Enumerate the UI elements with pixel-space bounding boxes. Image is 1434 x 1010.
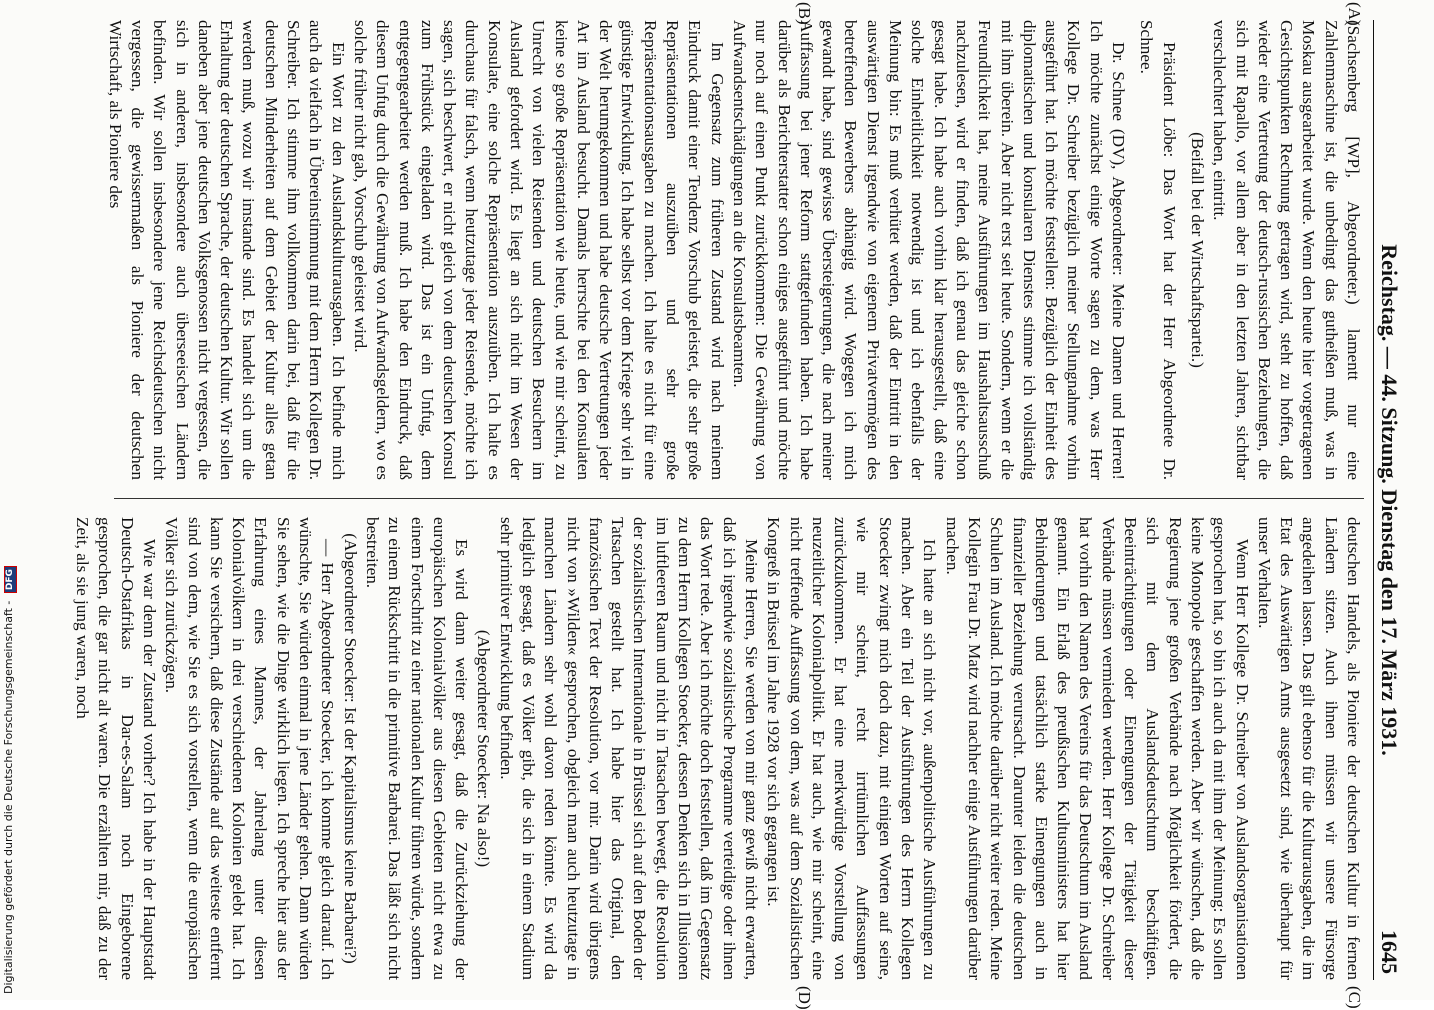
paragraph: (Sachsenberg [WP], Abgeordneter.) lamentt nur eine Zahlenmaschine ist, die unbedingt das gutheißen muß, was in Moskau ausgearbeitet wurde. Wenn den heute hier vorgetragenen Gesichtspunkten Rechnung getragen wird, steht zu hoffen, daß wieder eine Vertretung der deutsch-russischen Beziehungen, die sich mit Rapallo, vor allem aber in den letzten Jahren, sichtbar verschlechtert haben, eintritt. bbox=[1210, 20, 1363, 480]
rotated-page-content bbox=[73, 2, 1404, 1010]
paragraph: Es wird dann weiter gesagt, daß die Zurückziehung der europäischen Kolonialvölker aus diesen Gebieten nicht etwa zu einem Fortschritt zu einer nationalen Kultur führen würde, sondern zu einem Rückschritt in die primitive Barbarei. Das läßt sich nicht bestreiten. bbox=[362, 517, 472, 980]
page-number: 1645 bbox=[1377, 930, 1402, 974]
margin-letter-b: (B) bbox=[795, 2, 814, 25]
digitization-footer bbox=[2, 4, 17, 994]
footer-text: Digitalisierung gefördert durch die Deutsche Forschungsgemeinschaft - bbox=[2, 600, 15, 994]
running-head bbox=[1373, 20, 1404, 980]
paragraph: Dr. Schnee (DV), Abgeordneter: Meine Damen und Herren! Ich möchte zunächst einige Worte sagen zu dem, was Herr Kollege Dr. Schreiber bezüglich meiner Stellungnahme vorhin ausgeführt hat. Ich möchte feststellen: Bezüglich der Einheit des diplomatischen und konsularen Dienstes stimme ich vollständig mit ihm überein. Aber nicht erst seit heute. Sondern, wenn er die Freundlichkeit hat, meine Ausführungen im Haushaltsausschuß nachzulesen, wird er finden, daß ich genau das gleiche schon gesagt habe. Ich habe auch vorhin klar herausgestellt, daß eine solche Einheitlichkeit notwendig ist und ich ebenfalls der Meinung bin: Es muß verhütet werden, daß der Eintritt in den auswärtigen Dienst irgendwie von eigenem Privatvermögen des betreffenden Bewerbers abhängig wird. Wogegen ich mich gewandt habe, sind gewisse Übersteigerungen, die nach meiner Auffassung bei jener Reform stattgefunden haben. Ich habe darüber als Berichterstatter schon einiges ausgeführt und möchte nur noch auf einen Punkt zurückkommen: Die Gewährung von Aufwandsentschädigungen an die Konsulatsbeamten. bbox=[729, 20, 1129, 480]
left-column bbox=[103, 20, 1364, 480]
margin-letter-d: (D) bbox=[795, 986, 814, 1010]
paragraph: Ein Wort zu den Auslandskulturausgaben. Ich befinde mich auch da vielfach in Übereinstimmung mit dem Herrn Kollegen Dr. Schreiber. Ich stimme ihm vollkommen darin bei, daß für die deutschen Minderheiten auf dem Gebiet der Kultur alles getan werden muß, wozu wir imstande sind. Es handelt sich um die Erhaltung der deutschen Sprache, der deutschen Kultur. Wir sollen daneben aber jene deutschen Volksgenossen nicht vergessen, die sich in anderen, insbesondere auch überseeischen Ländern befinden. Wir sollen insbesondere jene Reichsdeutschen nicht vergessen, die gewissermaßen als Pioniere der deutschen Wirtschaft, als Pioniere des bbox=[105, 20, 348, 480]
interjection: (Abgeordneter Stoecker: Ist der Kapitalismus keine Barbarei?) bbox=[340, 533, 360, 964]
running-head-title: Reichstag. — 44. Sitzung. Dienstag den 17. März 1931. bbox=[1377, 244, 1402, 756]
margin-letter-a: (A) bbox=[1345, 2, 1364, 26]
paragraph: Meine Herren, Sie werden von mir ganz gewiß nicht erwarten, daß ich irgendwie sozialistische Programme verteidige oder ihnen das Wort rede. Aber ich möchte doch feststellen, daß im Gegensatz zu dem Herrn Kollegen Stoecker, dessen Denken sich in Illusionen im luftleeren Raum und nicht in Tatsachen bewegt, die Resolution der sozialistischen Internationale in Brüssel sich auf den Boden der Tatsachen gestellt hat. Ich habe hier das Original, den französischen Text der Resolution, vor mir. Darin wird übrigens nicht von »Wilden« gesprochen, obgleich man auch heutzutage in manchen Ländern sehr wohl davon reden könnte. Es wird da lediglich gesagt, daß es Völker gibt, die sich in einem Stadium sehr primitiver Entwicklung befinden. bbox=[496, 517, 761, 980]
margin-letter-c: (C) bbox=[1345, 986, 1364, 1009]
paragraph: Ich hatte an sich nicht vor, außenpolitische Ausführungen zu machen. Aber ein Teil der Ausführungen des Herrn Kollegen Stoecker zwingt mich doch dazu, mit einigen Worten auf seine, wie mir scheint, recht irrtümlichen Auffassungen zurückzukommen. Er hat eine merkwürdige Vorstellung von neuzeitlicher Kolonialpolitik. Er hat auch, wie mir scheint, eine nicht treffende Auffassung von dem, was auf dem Sozialistischen Kongreß in Brüssel im Jahre 1928 vor sich gegangen ist. bbox=[764, 517, 940, 980]
paragraph: — Herr Abgeordneter Stoecker, ich komme gleich darauf. Ich wünschte, Sie würden einmal in jene Länder gehen. Dann würden Sie sehen, wie die Dinge wirklich liegen. Ich spreche hier aus der Erfahrung eines Mannes, der Jahrelang unter diesen Kolonialvölkern in drei verschiedenen Kolonien gelebt hat. Ich kann Sie versichern, daß diese Zustände auf das weiteste entfernt sind von dem, wie Sie es sich vorstellen, wenn die europäischen Völker sich zurückzögen. bbox=[162, 517, 338, 980]
paragraph: Wenn Herr Kollege Dr. Schreiber von Auslandsorganisationen gesprochen hat, so bin ich auch da mit ihm der Meinung: Es sollen keine Monopole geschaffen werden. Aber wir wünschen, daß die Regierung jene großen Verbände nach Möglichkeit fördert, die sich mit dem Auslandsdeutschtum beschäftigen. Beeinträchtigungen oder Einengungen der Tätigkeit dieser Verbände müssen vermieden werden. Herr Kollege Dr. Schreiber hat vorhin den Namen des Vereins für das Deutschtum im Ausland genannt. Ein Erlaß des preußischen Kultusministers hat hier Behinderungen und tatsächlich starke Einengungen auch in finanzieller Beziehung verursacht. Darunter leiden die deutschen Schulen im Ausland. Ich möchte darüber nicht weiter reden. Meine Kollegin Frau Dr. Matz wird nachher einige Ausführungen darüber machen. bbox=[942, 517, 1252, 980]
paragraph: Wie war denn der Zustand vorher? Ich habe in der Hauptstadt Deutsch-Ostafrikas in Dar-es-Salam noch Eingeborene gesprochen, die gar nicht alt waren. Die erzählten mir, daß zu der Zeit, als sie jung waren, noch bbox=[73, 517, 159, 980]
interjection: (Abgeordneter Stoecker: Na also!) bbox=[474, 629, 494, 868]
dfg-logo: DFG bbox=[4, 566, 17, 593]
column-divider bbox=[114, 498, 1364, 499]
paragraph: deutschen Handels, als Pioniere der deutschen Kultur in fernen Ländern sitzen. Auch ihnen müssen wir unsere Fürsorge angedeihen lassen. Das gilt ebenso für die Kulturausgaben, die im Etat des Auswärtigen Amts ausgesetzt sind, wie überhaupt für unser Verhalten. bbox=[1254, 517, 1363, 980]
applause-note: (Beifall bei der Wirtschaftspartei.) bbox=[1187, 132, 1207, 368]
paragraph: Im Gegensatz zum früheren Zustand wird nach meinem Eindruck damit einer Tendenz Vorschub geleistet, die sehr große Repräsentationen auszuüben und sehr große Repräsentationsausgaben zu machen. Ich halte es nicht für eine günstige Entwicklung. Ich habe selbst vor dem Kriege sehr viel in der Welt herumgekommen und habe deutsche Vertretungen jeder Art im Ausland besucht. Damals herrschte bei den Konsulaten keine so große Repräsentation wie heute, und wie mir scheint, zu Unrecht von vielen Reisenden und deutschen Besuchern im Ausland gefordert wird. Es liegt an sich nicht im Wesen der Konsulate, eine solche Repräsentation auszuüben. Ich halte es durchaus für falsch, wenn heutzutage jeder Reisende, möchte ich sagen, sich beschwert, er nicht gleich von dem deutschen Konsul zum Frühstück eingeladen wird. Das ist ein Unfug, dem entgegengearbeitet werden muß. Ich habe den Eindruck, daß diesem Unfug durch die Gewährung von Aufwandsgeldern, wo es solche früher nicht gab, Vorschub geleistet wird. bbox=[350, 20, 727, 480]
right-column bbox=[71, 517, 1364, 980]
paragraph: Präsident Löbe: Das Wort hat der Herr Abgeordnete Dr. Schnee. bbox=[1137, 20, 1179, 480]
